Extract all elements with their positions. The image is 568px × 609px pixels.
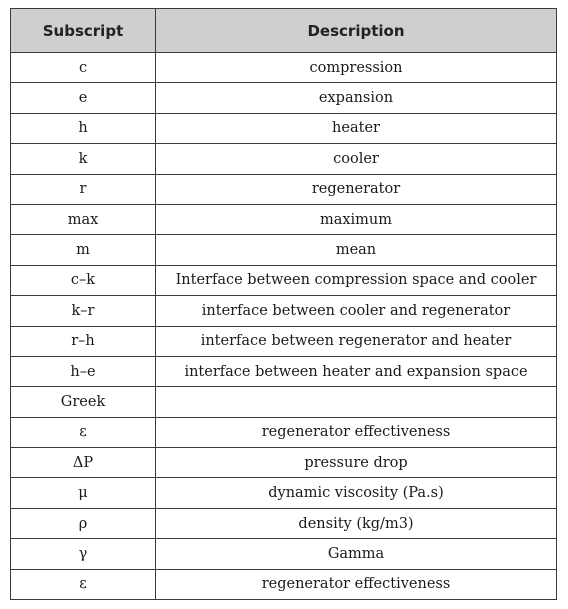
- header-description: Description: [156, 9, 557, 53]
- cell-description: compression: [156, 53, 557, 83]
- cell-description: pressure drop: [156, 448, 557, 478]
- cell-description: interface between regenerator and heater: [156, 326, 557, 356]
- header-row: [11, 9, 557, 53]
- cell-description: density (kg/m3): [156, 508, 557, 538]
- cell-description: mean: [156, 235, 557, 265]
- cell-description: regenerator effectiveness: [156, 417, 557, 447]
- cell-description: regenerator: [156, 174, 557, 204]
- table-row: [11, 235, 557, 265]
- subscript-table: [10, 8, 557, 600]
- table-row: [11, 296, 557, 326]
- table-row: [11, 83, 557, 113]
- cell-description: regenerator effectiveness: [156, 569, 557, 599]
- cell-subscript: k: [11, 144, 156, 174]
- table-row-section-greek: [11, 387, 557, 417]
- cell-description: interface between cooler and regenerator: [156, 296, 557, 326]
- cell-description: expansion: [156, 83, 557, 113]
- cell-subscript: h–e: [11, 356, 156, 386]
- table-header: [11, 9, 557, 53]
- table-row: [11, 569, 557, 599]
- cell-subscript: h: [11, 113, 156, 143]
- cell-subscript: m: [11, 235, 156, 265]
- cell-subscript: ε: [11, 417, 156, 447]
- cell-description: heater: [156, 113, 557, 143]
- cell-description: [156, 387, 557, 417]
- cell-subscript: c: [11, 53, 156, 83]
- header-subscript: Subscript: [11, 9, 156, 53]
- cell-section-label: Greek: [11, 387, 156, 417]
- cell-description: dynamic viscosity (Pa.s): [156, 478, 557, 508]
- cell-subscript: r–h: [11, 326, 156, 356]
- cell-subscript: k–r: [11, 296, 156, 326]
- table-row: [11, 113, 557, 143]
- table-row: [11, 53, 557, 83]
- cell-subscript: ρ: [11, 508, 156, 538]
- cell-subscript: e: [11, 83, 156, 113]
- cell-subscript: γ: [11, 539, 156, 569]
- table-row: [11, 417, 557, 447]
- table-row: [11, 539, 557, 569]
- cell-description: interface between heater and expansion space: [156, 356, 557, 386]
- cell-description: Interface between compression space and cooler: [156, 265, 557, 295]
- table-row: [11, 356, 557, 386]
- cell-subscript: ε: [11, 569, 156, 599]
- cell-subscript: μ: [11, 478, 156, 508]
- table-row: [11, 174, 557, 204]
- table-row: [11, 326, 557, 356]
- table-body: [11, 53, 557, 600]
- cell-description: maximum: [156, 204, 557, 234]
- table-row: [11, 478, 557, 508]
- table-row: [11, 204, 557, 234]
- table-row: [11, 144, 557, 174]
- cell-description: cooler: [156, 144, 557, 174]
- cell-subscript: c–k: [11, 265, 156, 295]
- cell-subscript: r: [11, 174, 156, 204]
- table-row: [11, 508, 557, 538]
- table-row: [11, 448, 557, 478]
- table-row: [11, 265, 557, 295]
- cell-description: Gamma: [156, 539, 557, 569]
- cell-subscript: ΔP: [11, 448, 156, 478]
- cell-subscript: max: [11, 204, 156, 234]
